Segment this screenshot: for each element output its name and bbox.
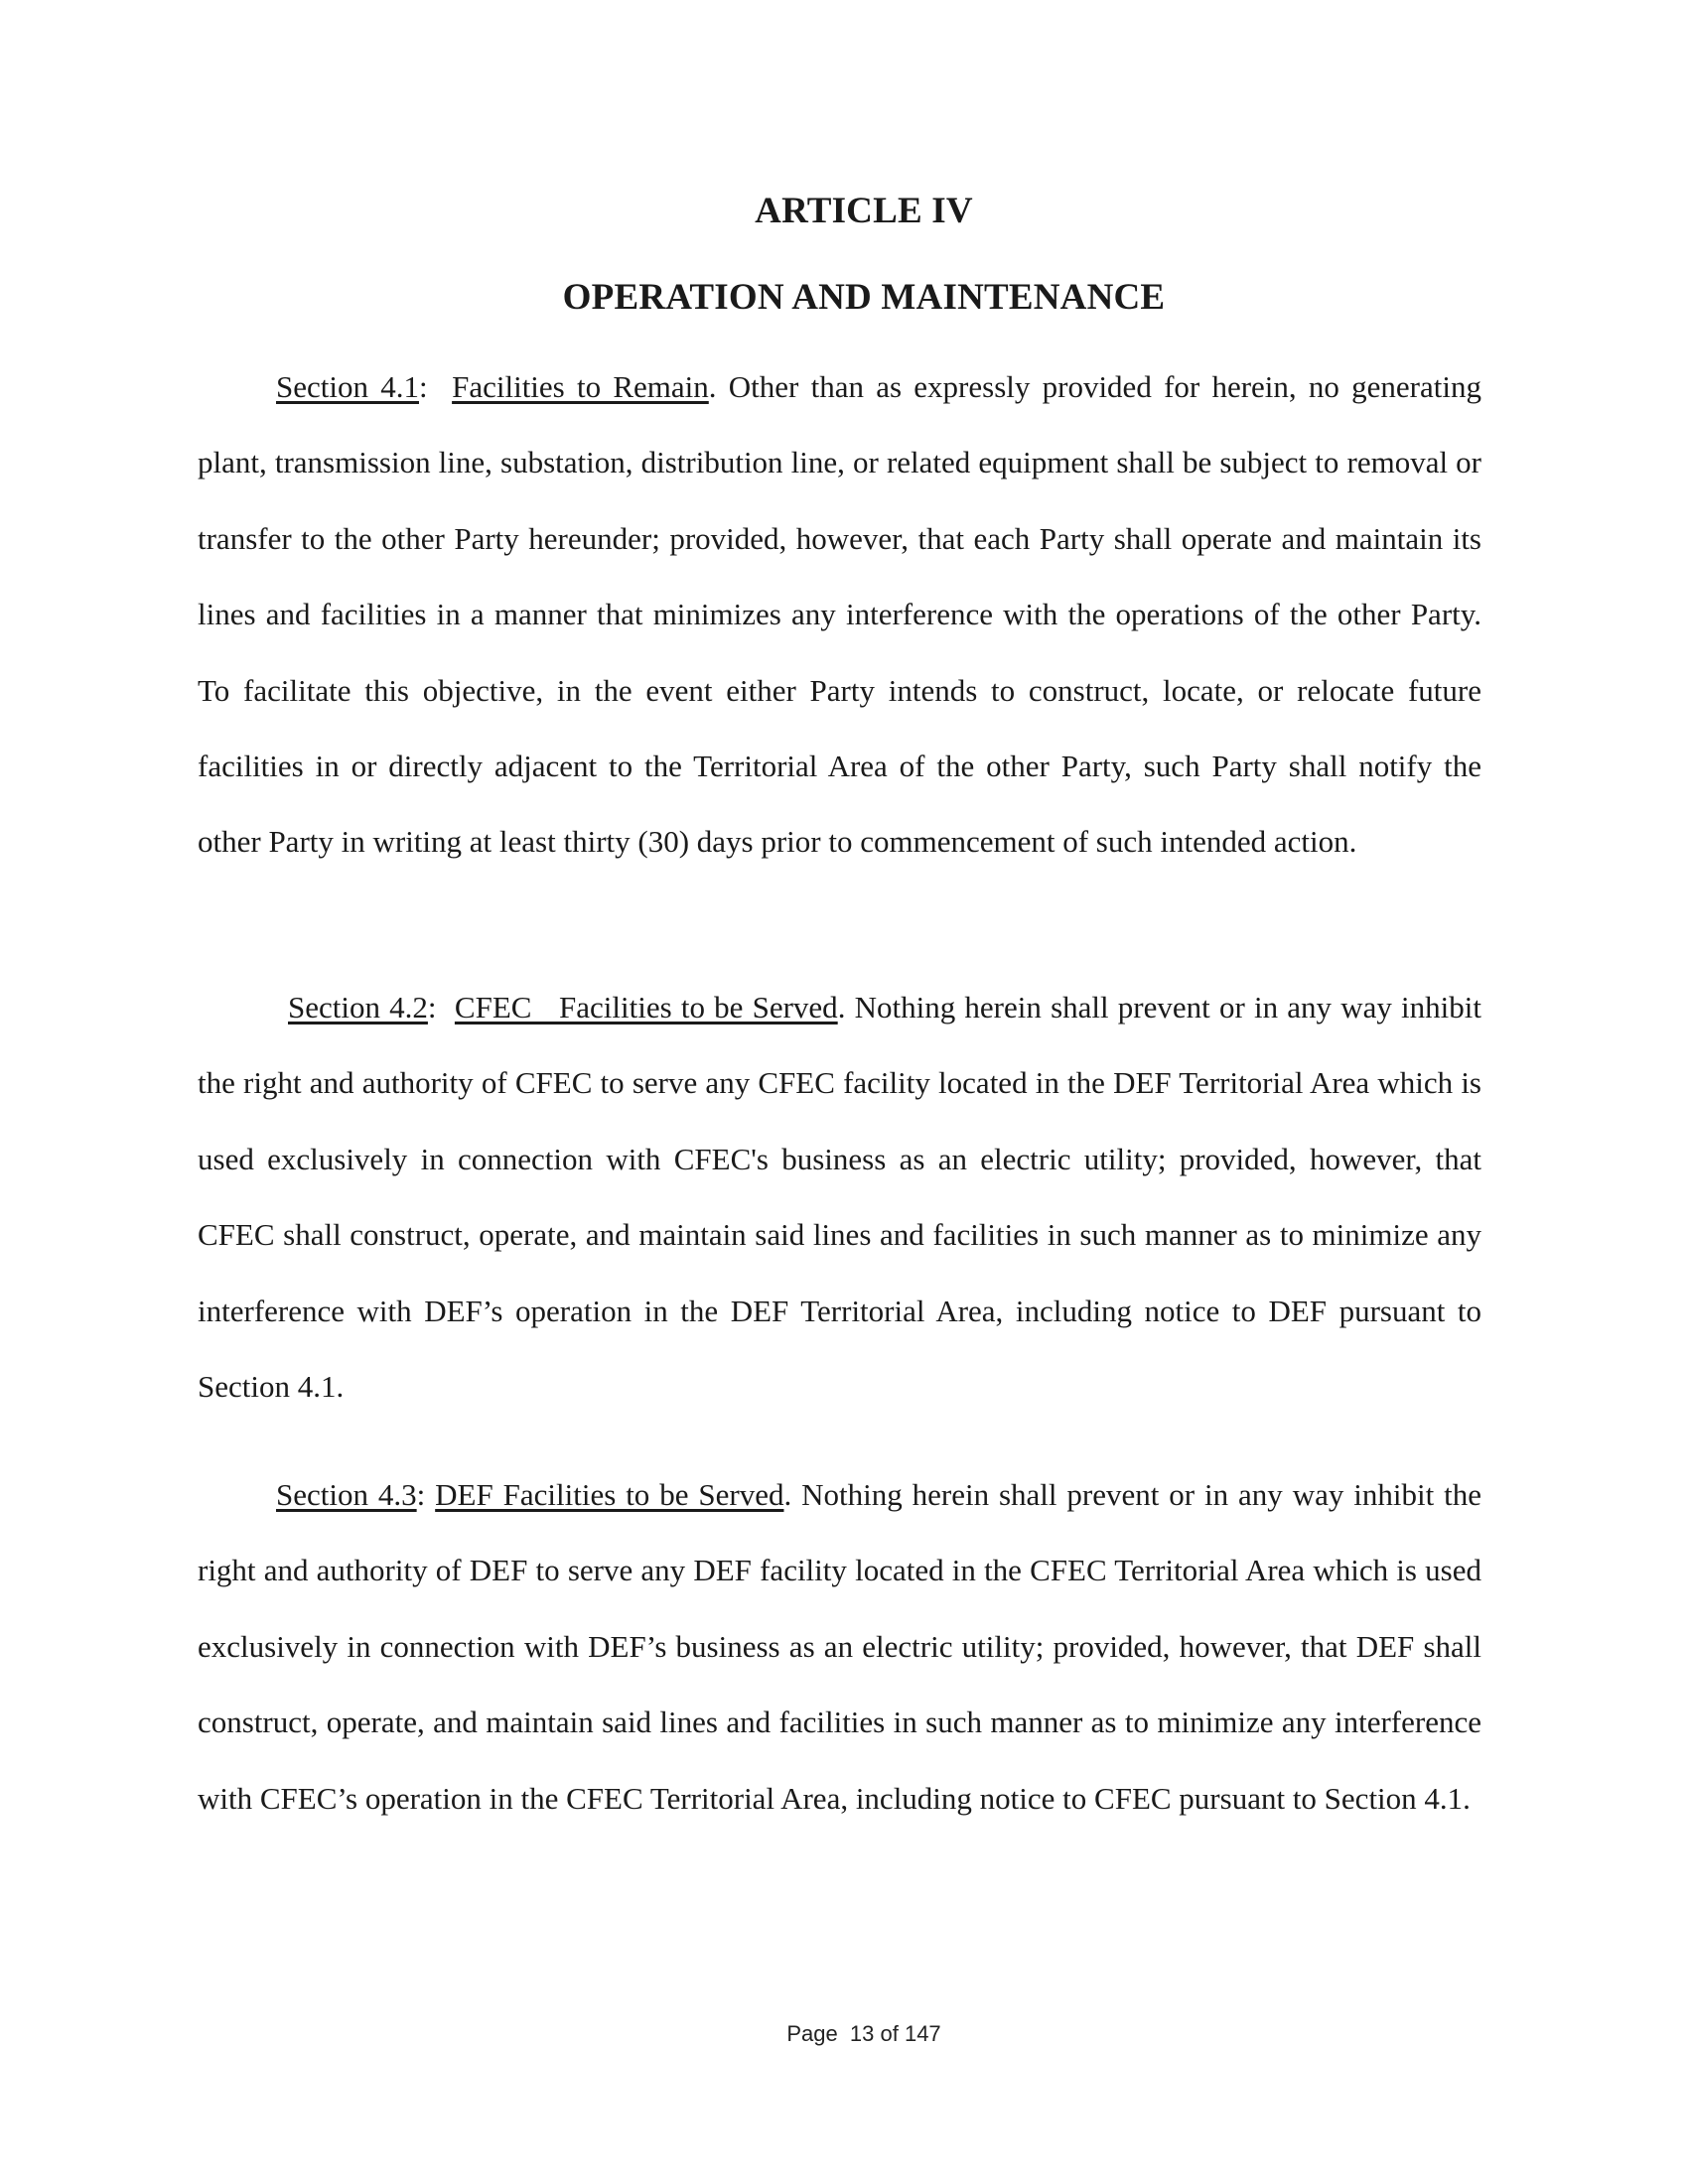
- page-number-footer: Page 13 of 147: [786, 2021, 941, 2046]
- section-heading-end: .: [783, 1477, 792, 1512]
- section-heading: Facilities to Remain: [452, 369, 709, 404]
- article-title: ARTICLE IV: [755, 191, 973, 231]
- section-heading-end: .: [708, 369, 717, 404]
- section-body: Nothing herein shall prevent or in any way inhibit the right and authority of DEF to serve any DEF facility located in the CFEC Territorial Area which is used exclusively in connection with DEF’s business as an electric utility; provided, however, that DEF shall construct, operate, and maintain said lines and facilities in such manner as to minimize any interference with CFEC’s operation in the CFEC Territorial Area, including notice to CFEC pursuant to Section 4.1.: [198, 1477, 1481, 1816]
- section-4-2-paragraph: [198, 970, 1481, 1425]
- section-4-3-paragraph: [198, 1457, 1481, 1837]
- section-number: Section 4.2: [288, 990, 428, 1024]
- section-number: Section 4.1: [276, 369, 419, 404]
- section-heading-end: .: [837, 990, 846, 1024]
- section-heading: DEF Facilities to be Served: [435, 1477, 784, 1512]
- article-subtitle: OPERATION AND MAINTENANCE: [562, 277, 1166, 318]
- section-body: Other than as expressly provided for herein, no generating plant, transmission line, substation, distribution line, or related equipment shall be subject to removal or transfer to the other Party hereunder; provided, however, that each Party shall operate and maintain its lines and facilities in a manner that minimizes any interference with the operations of the other Party. To facilitate this objective, in the event either Party intends to construct, locate, or relocate future facilities in or directly adjacent to the Territorial Area of the other Party, such Party shall notify the other Party in writing at least thirty (30) days prior to commencement of such intended action.: [198, 369, 1481, 860]
- section-separator: :: [416, 1477, 436, 1512]
- section-body: Nothing herein shall prevent or in any way inhibit the right and authority of CFEC to serve any CFEC facility located in the DEF Territorial Area which is used exclusively in connection with CFEC's business as an electric utility; provided, however, that CFEC shall construct, operate, and maintain said lines and facilities in such manner as to minimize any interference with DEF’s operation in the DEF Territorial Area, including notice to DEF pursuant to Section 4.1.: [198, 990, 1481, 1405]
- section-separator: :: [427, 990, 455, 1024]
- section-number: Section 4.3: [276, 1477, 417, 1512]
- section-4-1-paragraph: [198, 349, 1481, 881]
- section-heading: CFEC Facilities to be Served: [454, 990, 838, 1024]
- section-separator: :: [418, 369, 453, 404]
